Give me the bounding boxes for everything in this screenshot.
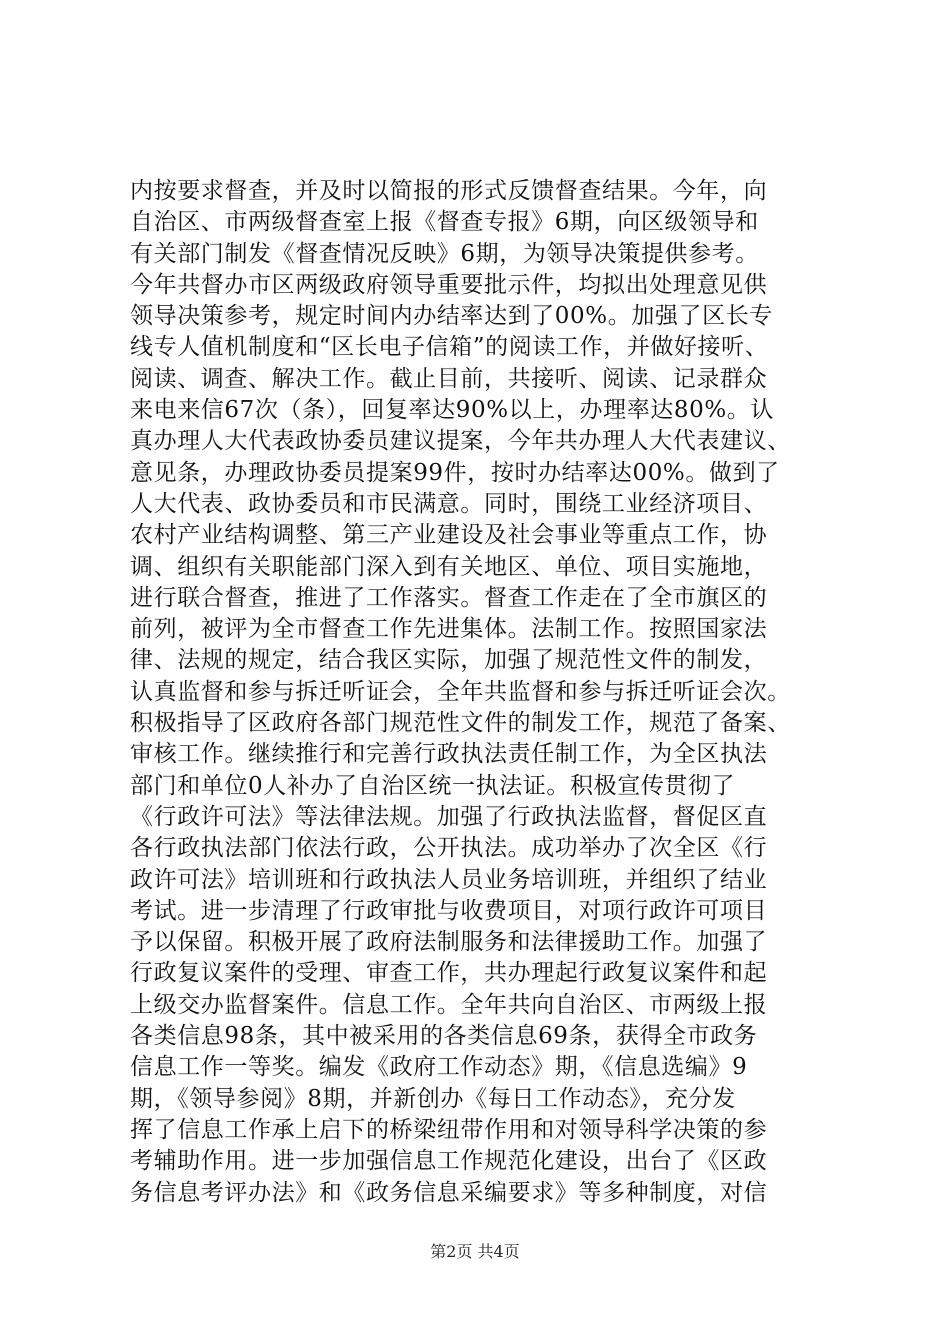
text-line: 阅读、调查、解决工作。截止目前，共接听、阅读、记录群众 <box>130 365 768 392</box>
text-line: 行政复议案件的受理、审查工作，共办理起行政复议案件和起 <box>130 960 768 987</box>
text-line: 农村产业结构调整、第三产业建设及社会事业等重点工作，协 <box>130 522 768 549</box>
text-line: 今年共督办市区两级政府领导重要批示件，均拟出处理意见供 <box>130 271 768 298</box>
text-line: 信息工作一等奖。编发《政府工作动态》期，《信息选编》9 <box>130 1054 748 1081</box>
text-line: 线专人值机制度和“区长电子信箱”的阅读工作，并做好接听、 <box>130 334 769 361</box>
text-line: 前列，被评为全市督查工作先进集体。法制工作。按照国家法 <box>130 616 768 643</box>
text-line: 考辅助作用。进一步加强信息工作规范化建设，出台了《区政 <box>130 1148 768 1175</box>
text-line: 进行联合督查，推进了工作落实。督查工作走在了全市旗区的 <box>130 584 768 611</box>
text-line: 各行政执法部门依法行政，公开执法。成功举办了次全区《行 <box>130 835 768 862</box>
text-line: 律、法规的规定，结合我区实际，加强了规范性文件的制发， <box>130 647 768 674</box>
text-line: 挥了信息工作承上启下的桥梁纽带作用和对领导科学决策的参 <box>130 1116 768 1143</box>
text-line: 各类信息98条，其中被采用的各类信息69条，获得全市政务 <box>130 1023 758 1050</box>
text-line: 审核工作。继续推行和完善行政执法责任制工作，为全区执法 <box>130 741 768 768</box>
text-line: 上级交办监督案件。信息工作。全年共向自治区、市两级上报 <box>130 991 768 1018</box>
text-line: 调、组织有关职能部门深入到有关地区、单位、项目实施地， <box>130 553 768 580</box>
text-line: 来电来信67次（条），回复率达90%以上，办理率达80%。认 <box>130 397 775 424</box>
text-line: 《行政许可法》等法律法规。加强了行政执法监督，督促区直 <box>130 803 768 830</box>
text-line: 有关部门制发《督查情况反映》6期，为领导决策提供参考。 <box>130 240 759 267</box>
text-line: 务信息考评办法》和《政务信息采编要求》等多种制度，对信 <box>130 1179 768 1206</box>
text-line: 政许可法》培训班和行政执法人员业务培训班，并组织了结业 <box>130 866 768 893</box>
text-line: 认真监督和参与拆迁听证会，全年共监督和参与拆迁听证会次。 <box>130 678 791 705</box>
text-line: 自治区、市两级督查室上报《督查专报》6期，向区级领导和 <box>130 209 759 236</box>
text-line: 人大代表、政协委员和市民满意。同时，围绕工业经济项目、 <box>130 490 768 517</box>
body-text <box>130 176 850 1209</box>
text-line: 内按要求督查，并及时以简报的形式反馈督查结果。今年，向 <box>130 178 768 204</box>
text-line: 部门和单位0人补办了自治区统一执法证。积极宣传贯彻了 <box>130 772 736 799</box>
text-line: 考试。进一步清理了行政审批与收费项目，对项行政许可项目 <box>130 897 768 924</box>
text-line: 予以保留。积极开展了政府法制服务和法律援助工作。加强了 <box>130 929 768 956</box>
page-number-footer: 第2页 共4页 <box>430 1242 520 1261</box>
text-line: 期，《领导参阅》8期，并新创办《每日工作动态》，充分发 <box>130 1085 736 1112</box>
text-line: 积极指导了区政府各部门规范性文件的制发工作，规范了备案、 <box>130 710 791 737</box>
text-line: 真办理人大代表政协委员建议提案，今年共办理人大代表建议、 <box>130 428 791 455</box>
text-line: 意见条，办理政协委员提案99件，按时办结率达00%。做到了 <box>130 459 780 486</box>
text-line: 领导决策参考，规定时间内办结率达到了00%。加强了区长专 <box>130 303 773 330</box>
